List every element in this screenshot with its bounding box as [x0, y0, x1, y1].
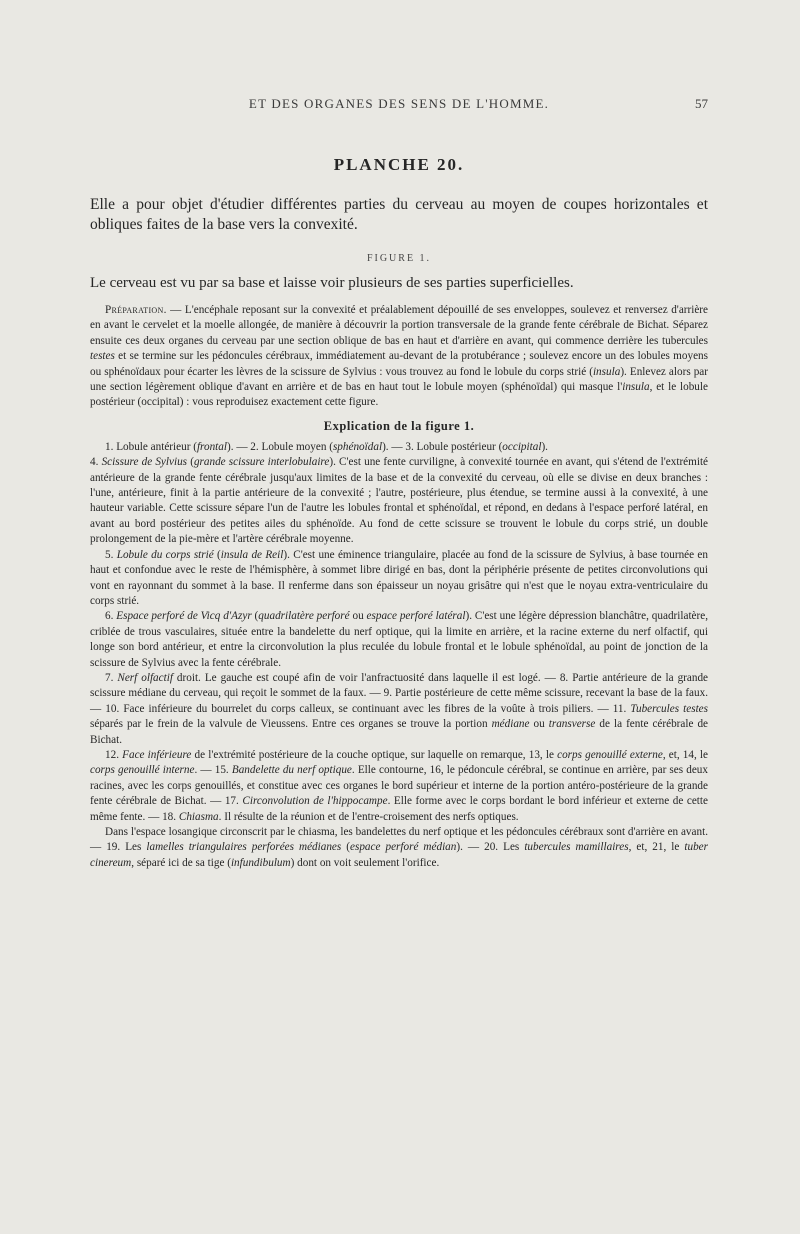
text-run: — L'encéphale reposant sur la convexité et préalablement dépouillé de ses enveloppes, soulevez et renversez d'arrière en avant le cervelet et la moelle allongée, de manière à découvrir la portion transversale de la grande fente cérébrale de Bichat. Séparez ensuite ces deux organes du cerveau par une section oblique de bas en haut et d'arrière en avant, qui commence derrière les tubercules — [90, 304, 708, 347]
preparation-label: Préparation. — [105, 304, 167, 316]
text-run: 5. — [105, 548, 117, 561]
italic-run: Bandelette du nerf optique — [231, 764, 352, 777]
text-run: séparés par le frein de la valvule de Vieussens. Entre ces organes se trouve la portion — [90, 718, 492, 731]
text-run: 4. — [90, 456, 102, 469]
intro-paragraph: Elle a pour objet d'étudier différentes parties du cerveau au moyen de coupes horizontales et obliques faites de la base vers la convexité. — [90, 196, 708, 233]
italic-run: tuber cinereum — [90, 841, 708, 869]
italic-run: infundibulum — [230, 856, 291, 869]
italic-run: corps genouillé externe — [557, 748, 663, 761]
text-run: Dans l'espace losangique circonscrit par le chiasma, les bandelettes du nerf optique et les pédoncules cérébraux sont d'arrière en avant. — 19. Les — [90, 826, 708, 854]
italic-run: occipital — [502, 440, 542, 453]
text-run: 7. — [105, 671, 118, 684]
item-7-11 — [90, 671, 708, 748]
italic-run: grande scissure interlobulaire — [193, 456, 330, 469]
italic-run: corps genouillé interne — [90, 764, 195, 777]
item-5 — [90, 548, 708, 610]
text-run: . Elle contourne, 16, le pédoncule cérébral, se continue en arrière, par ses deux racines, avec les corps genouillés, et constitue avec ces organes le bord supérieur et interne de la portion antéro-postérieure de la grande fente cérébrale de Bichat. — 17. — [90, 764, 708, 808]
italic-run: insula — [592, 365, 621, 378]
plate-title: PLANCHE 20. — [333, 155, 465, 174]
text-run: ). — [541, 440, 548, 453]
text-run: ). — 20. Les — [456, 841, 525, 854]
text-run: ou — [349, 610, 367, 623]
text-run: , séparé ici de sa tige ( — [131, 856, 231, 869]
page-content — [90, 155, 708, 871]
italic-run: Lobule du corps strié — [116, 548, 214, 561]
text-run: . — 15. — [194, 764, 232, 777]
italic-run: sphénoïdal — [332, 440, 383, 453]
italic-run: espace perforé médian — [350, 841, 457, 854]
item-12-18 — [90, 748, 708, 825]
figure-label: FIGURE 1. — [366, 253, 432, 264]
italic-run: insula — [622, 381, 650, 394]
running-head — [90, 96, 708, 116]
text-run: droit. Le gauche est coupé afin de voir l'anfractuosité dans laquelle il est logé. — 8. Partie antérieure de la grande scissure médiane du cerveau, qui reçoit le sommet de la faux. — 9. Partie postérieure de cette même scissure, recevant la base de la faux. — 10. Face inférieure du bourrelet du corps calleux, se continuant avec les fibres de la voûte à trois piliers. — 11. — [90, 671, 709, 715]
text-run: 12. — [105, 748, 123, 761]
text-run: ). C'est une éminence triangulaire, placée au fond de la scissure de Sylvius, à base tournée en haut et confondue avec le reste de l'hémisphère, à sommet libre dirigé en bas, dont la périphérie présente de petites circonvolutions qui vont en rayonnant du sommet à la base. Il renferme dans son épaisseur un noyau grisâtre qui n'est que le noyau extra-ventriculaire du corps strié. — [90, 548, 708, 607]
text-run: , et, 14, le — [662, 748, 709, 761]
text-run: et se termine sur les pédoncules cérébraux, immédiatement au-devant de la protubérance ; soulevez encore un des lobules moyens ou sphénoïdaux pour écarter les lèvres de la scissure de Sylvius : vous trouvez au fond le lobule du corps strié ( — [90, 350, 708, 378]
text-run: ). C'est une légère dépression blanchâtre, quadrilatère, criblée de trous vasculaires, située entre la bandelette du nerf optique, qui la limite en arrière, et la racine externe du nerf olfactif, qui longe son bord antérieur, et entre la circonvolution la plus reculée du lobule frontal et le lobule sphénoïdal, au point de jonction de la scissure de Sylvius avec la fente cérébrale. — [90, 610, 709, 669]
text-run: , et, 21, le — [628, 841, 685, 854]
text-run: ) dont on voit seulement l'orifice. — [290, 856, 440, 869]
text-run: ). — 3. Lobule postérieur ( — [382, 440, 503, 453]
item-4 — [90, 455, 708, 547]
italic-run: lamelles triangulaires perforées médianes — [146, 841, 342, 854]
preparation-paragraph — [90, 303, 708, 411]
running-head-title: ET DES ORGANES DES SENS DE L'HOMME. — [248, 96, 550, 111]
text-run: ). Enlevez alors par une section légèrement oblique d'avant en arrière et de bas en haut tout le lobule moyen (sphénoïdal) qui masque l' — [90, 365, 708, 394]
text-run: ( — [213, 548, 221, 561]
text-run: ( — [251, 610, 259, 623]
item-1-3 — [90, 440, 708, 455]
item-19-21 — [90, 825, 708, 871]
text-run: , et le lobule postérieur (occipital) : vous reproduisez exactement cette figure. — [90, 381, 708, 409]
figure-caption: Le cerveau est vu par sa base et laisse voir plusieurs de ses parties superficielles. — [90, 275, 574, 291]
italic-run: Tubercules testes — [630, 702, 708, 715]
text-run: 1. Lobule antérieur ( — [105, 440, 197, 453]
italic-run: Scissure de Sylvius — [101, 456, 188, 469]
text-run: ( — [341, 841, 351, 854]
text-run: 6. — [105, 610, 117, 623]
italic-run: tubercules mamillaires — [524, 841, 629, 854]
italic-run: Face inférieure — [122, 748, 192, 761]
page-number: 57 — [695, 96, 708, 111]
text-run: . Elle forme avec le corps bordant le bord inférieur et externe de cette même fente. — 18. — [90, 795, 708, 823]
text-run: de l'extrémité postérieure de la couche optique, sur laquelle on remarque, 13, le — [191, 748, 558, 761]
italic-run: testes — [90, 350, 115, 363]
italic-run: espace perforé latéral — [366, 610, 466, 623]
text-run: ( — [187, 456, 194, 469]
italic-run: frontal — [196, 440, 227, 453]
italic-run: Espace perforé de Vicq d'Azyr — [116, 610, 252, 623]
item-6 — [90, 609, 708, 671]
italic-run: insula de Reil — [220, 548, 284, 561]
text-run: . Il résulte de la réunion et de l'entre-croisement des nerfs optiques. — [218, 810, 519, 823]
explication-heading: Explication de la figure 1. — [323, 418, 475, 433]
text-run: ou — [529, 718, 549, 731]
text-run: de la fente cérébrale de Bichat. — [90, 718, 709, 746]
text-run: ). C'est une fente curviligne, à convexité tournée en avant, qui s'étend de l'extrémité antérieure de la grande fente cérébrale jusqu'aux limites de la base et de la convexité du cerveau, où elle se divise en deux branches : l'une, antérieure, finit à la partie antérieure de la convexité ; l'autre, postérieure, plus étendue, se termine aussi à la convexité, à une hauteur variable. Cette scissure sépare l'un de l'autre les lobules frontal et sphénoïdal, et répond, en dedans à l'espace perforé latéral, en avant au bord postérieur des petites ailes du sphénoïde. Au fond de cette scissure se trouvent le lobule du corps strié, un double prolongement de la pie-mère et l'artère cérébrale moyenne. — [90, 456, 709, 546]
italic-run: médiane — [491, 718, 530, 731]
italic-run: Circonvolution de l'hippocampe — [242, 795, 388, 808]
text-run: ). — 2. Lobule moyen ( — [227, 440, 333, 453]
italic-run: Chiasma — [178, 810, 219, 823]
italic-run: Nerf olfactif — [117, 671, 173, 684]
italic-run: quadrilatère perforé — [258, 610, 350, 623]
italic-run: transverse — [548, 718, 596, 731]
